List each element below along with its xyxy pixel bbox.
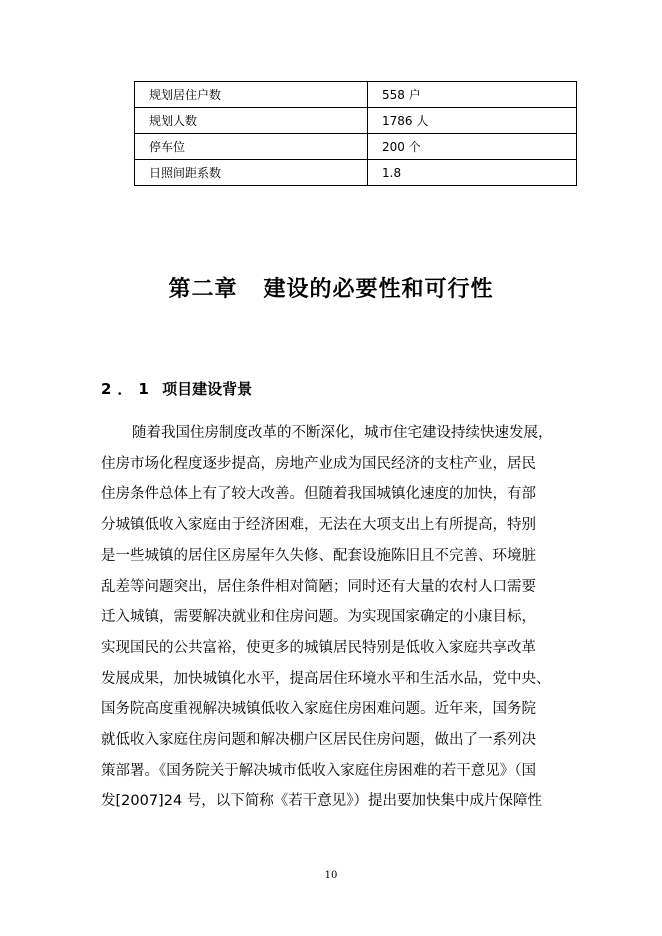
row-value: 1786 人 (368, 108, 577, 134)
paragraph-line: 是一些城镇的居住区房屋年久失修、配套设施陈旧且不完善、环境脏 (101, 547, 536, 564)
row-value: 558 户 (368, 82, 577, 108)
paragraph-line: 乱差等问题突出，居住条件相对简陋；同时还有大量的农村人口需要 (101, 578, 536, 595)
paragraph-line: 分城镇低收入家庭由于经济困难，无法在大项支出上有所提高，特别 (101, 517, 536, 534)
table-row (135, 82, 577, 108)
row-label: 停车位 (135, 134, 368, 160)
paragraph-line: 迁入城镇，需要解决就业和住房问题。为实现国家确定的小康目标， (101, 609, 536, 626)
chapter-heading (0, 272, 662, 303)
paragraph-line: 国务院高度重视解决城镇低收入家庭住房困难问题。近年来，国务院 (101, 701, 536, 718)
paragraph-line: 随着我国住房制度改革的不断深化，城市住宅建设持续快速发展， (132, 425, 553, 441)
paragraph-line: 住房市场化程度逐步提高，房地产业成为国民经济的支柱产业，居民 (101, 455, 536, 472)
table-row (135, 160, 577, 186)
paragraph-line: 策部署。《国务院关于解决城市低收入家庭住房困难的若干意见》（国 (101, 762, 536, 779)
paragraph-line: 就低收入家庭住房问题和解决棚户区居民住房问题，做出了一系列决 (101, 732, 536, 749)
row-label: 规划居住户数 (135, 82, 368, 108)
table-row (135, 108, 577, 134)
page-number: 10 (324, 870, 338, 881)
paragraph-line: 发展成果，加快城镇化水平，提高居住环境水平和生活水品，党中央、 (101, 670, 551, 687)
row-label: 规划人数 (135, 108, 368, 134)
section-heading (101, 378, 252, 399)
body-paragraph (101, 418, 577, 817)
paragraph-line: 住房条件总体上有了较大改善。但随着我国城镇化速度的加快，有部 (101, 486, 536, 503)
chapter-number: 第二章 (168, 277, 238, 302)
row-value: 200 个 (368, 134, 577, 160)
paragraph-line: 实现国民的公共富裕，使更多的城镇居民特别是低收入家庭共享改革 (101, 639, 536, 656)
section-title: 项目建设背景 (162, 380, 253, 398)
paragraph-line: 发[2007]24 号，以下简称《若干意见》）提出要加快集中成片保障性 (101, 793, 543, 810)
section-number: 2．1 (101, 380, 155, 398)
chapter-title: 建设的必要性和可行性 (263, 277, 494, 302)
row-value: 1.8 (368, 160, 577, 186)
row-label: 日照间距系数 (135, 160, 368, 186)
planning-data-table (134, 81, 577, 186)
table-row (135, 134, 577, 160)
